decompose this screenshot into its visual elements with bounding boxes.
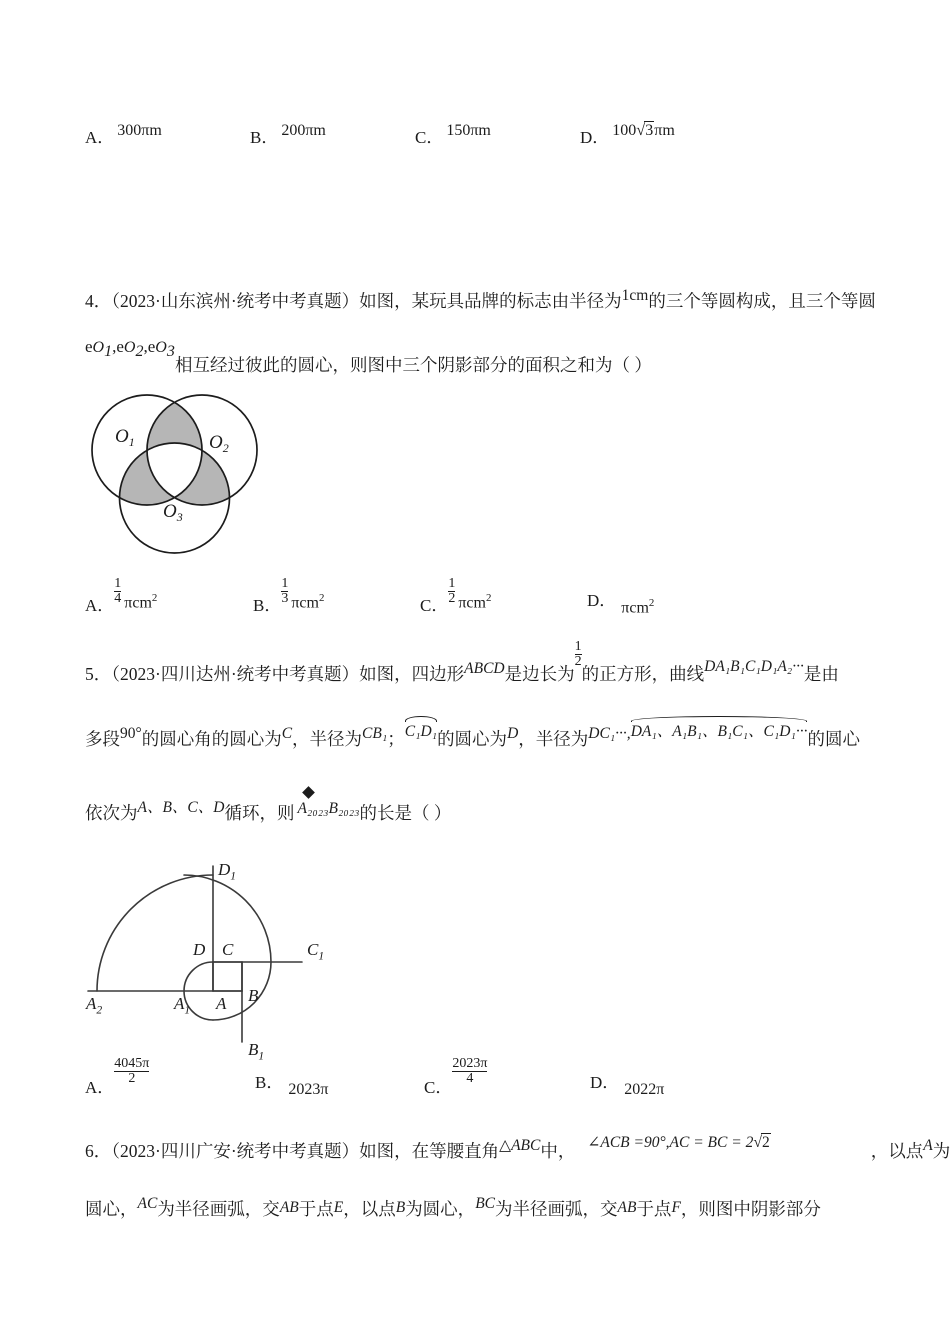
q5-arc-a2023b2023: A₂₀₂₃B₂₀₂₃ [297,800,360,817]
q3-option-c[interactable] [415,123,491,148]
q4-option-c-tail: πcm [458,594,486,611]
missing-glyph-icon [303,786,316,799]
q3-option-d-label: D． [580,128,610,147]
q4-option-c-den: 2 [448,591,456,606]
q4-option-c[interactable] [420,576,492,616]
q5-center-c: C [281,725,293,742]
q5-option-d-label: D． [590,1073,620,1092]
q5-option-c-num: 2023π [452,1056,488,1071]
q6-l1d: 为 [932,1141,950,1161]
q4-option-d[interactable] [587,586,655,616]
q4-figure-label-o1 [115,426,135,450]
q5-label-a: A [216,994,227,1013]
q5-label-c1: $C_1$ [307,940,325,963]
label-o1-sub: 1 [128,435,135,450]
q4-option-d-label: D． [587,591,617,610]
q5-label-c: C [222,940,234,959]
q4-option-a[interactable] [85,576,158,616]
label-o3-sub: 3 [176,510,183,525]
q6-l2b: 为半径画弧，交 [157,1199,280,1219]
q4-option-a-tail: πcm [124,594,152,611]
q5-option-a-fraction [114,1057,149,1086]
q3-option-c-value: 150πm [446,122,491,139]
q5-label-d: D [193,940,206,959]
q5-line1 [85,639,839,687]
q3-option-a[interactable] [85,123,162,148]
q3-option-b-label: B． [250,128,279,147]
q4-option-b[interactable] [253,576,325,616]
q6-bc: BC [475,1195,495,1212]
q6-l1b: 中， [540,1141,576,1161]
q5-option-d-value: 2022π [624,1081,665,1098]
sqrt-icon: √3 [636,120,654,139]
q5-option-c-label: C． [424,1078,453,1097]
q4-option-c-label: C． [420,596,449,615]
sqrt-icon: √2 [753,1134,770,1151]
q6-l2d: ，以点 [343,1199,396,1219]
q5-l3b: 循环，则 [224,803,295,823]
q5-label-b: B [248,986,259,1005]
q6-point-a: A [923,1137,933,1154]
q5-l3a: 依次为 [85,803,138,823]
q5-option-a-den: 2 [114,1071,149,1086]
q5-side-num: 1 [574,639,582,654]
q4-number: 4． [85,291,112,311]
q4-circle-sub-3: 3 [166,343,175,361]
arc-c1-d1 [97,875,213,991]
q4-line1-text1: 如图，某玩具品牌的标志由半径为 [359,291,622,311]
q4-option-b-den: 3 [281,591,289,606]
q4-figure-label-o3 [163,501,183,525]
q6-source: （2023·四川广安·统考中考真题） [111,1141,360,1161]
three-circles-svg [75,388,280,568]
q5-option-c-fraction [452,1057,487,1086]
q4-figure-label-o2 [209,432,229,456]
q6-point-f: F [671,1199,681,1216]
q5-label-d1: $D_1$ [218,860,237,883]
q4-line1-text2: 的三个等圆构成，且三个等圆 [648,291,876,311]
q5-l1a: 如图，四边形 [359,664,465,684]
q6-number: 6． [85,1141,112,1161]
q4-option-d-sup: 2 [648,596,655,609]
q6-ac: AC [137,1195,158,1212]
q6-l2h: ，则图中阴影部分 [680,1199,821,1219]
q6-l2f: 为半径画弧，交 [495,1199,618,1219]
q4-circle-symbol-3: e [147,337,156,356]
q6-l2g: 于点 [636,1199,672,1219]
q6-cond2: AC = BC = 2 [669,1134,754,1151]
q6-l1a: 如图，在等腰直角 [359,1141,500,1161]
q4-circle-sub-1: 1 [104,343,113,361]
q5-source: （2023·四川达州·统考中考真题） [111,664,360,684]
q3-option-d-radicand: 3 [645,122,654,139]
q3-option-a-label: A． [85,128,115,147]
q5-arc-c1d1: C₁D₁ [405,718,437,743]
label-o1-text: O [115,426,129,447]
q4-source: （2023·山东滨州·统考中考真题） [111,291,360,311]
q4-circle-label-3: O [155,339,167,356]
q4-option-a-fraction [114,577,121,606]
q5-label-a2: $A_2$ [86,994,103,1017]
label-o2-text: O [209,432,223,453]
q4-option-b-label: B． [253,596,282,615]
q5-option-b-value: 2023π [288,1081,329,1098]
q4-line2-text: 相互经过彼此的圆心，则图中三个阴影部分的面积之和为（ ） [175,355,652,375]
q4-circle-label-2: O [123,339,136,356]
q5-option-a-num: 4045π [114,1056,150,1071]
q4-option-b-tail: πcm [291,594,319,611]
q6-l1c: ，以点 [870,1141,924,1161]
q5-l1c: 的正方形，曲线 [581,664,705,684]
q5-l2f: ，半径为 [518,729,589,749]
label-o3-text: O [163,501,177,522]
q5-side-den: 2 [574,654,582,669]
q6-l2e2: 为圆心， [405,1199,476,1219]
label-o2-sub: 2 [222,441,229,456]
q6-ab-2: AB [617,1199,637,1216]
q4-circle-symbol-1: e [85,337,93,356]
q5-option-b-label: B． [255,1073,284,1092]
q4-option-c-fraction [448,577,455,606]
q4-option-a-num: 1 [114,576,122,591]
q4-option-b-fraction [281,577,288,606]
q5-l1d: 是由 [803,664,839,684]
q4-circle-symbol-2: e [116,337,124,356]
q6-l2a: 圆心， [85,1199,138,1219]
q5-center-d: D [507,725,519,742]
q5-l2e: 的圆心为 [437,729,508,749]
q5-line3 [85,800,451,826]
q5-number: 5． [85,664,112,684]
q3-option-c-label: C． [415,128,444,147]
q6-triangle: △ABC [499,1137,541,1154]
q5-label-b1: $B_1$ [248,1040,265,1063]
q4-option-a-den: 4 [114,591,122,606]
q5-label-a1: $A_1$ [174,994,191,1017]
q4-option-b-num: 1 [281,576,289,591]
q5-option-a-label: A． [85,1078,115,1097]
q3-option-b-value: 200πm [281,122,326,139]
q4-circle-label-1: O [92,339,105,356]
q4-option-a-sup: 2 [151,591,158,604]
square-abcd [213,962,242,991]
q5-curve: DA₁B₁C₁D₁A₂··· [704,658,804,675]
q4-circle-sub-2: 2 [135,343,144,361]
q4-option-c-num: 1 [448,576,456,591]
q5-line2 [85,723,860,752]
q5-l2a: 多段 [85,729,120,749]
q3-option-a-value: 300πm [117,122,162,139]
q5-side-fraction [575,640,582,669]
q5-l1b: 是边长为 [504,664,575,684]
q5-l2c: ，半径为 [292,729,363,749]
q6-point-b: B [395,1199,406,1216]
q6-cond2-radicand: 2 [762,1134,770,1151]
q4-option-a-label: A． [85,596,115,615]
q5-l3c: 的长是（ ） [359,803,452,823]
q5-option-b[interactable] [255,1068,329,1098]
q5-angle: 90° [120,725,142,742]
q3-option-d[interactable] [580,120,675,148]
q5-l2b: 的圆心角的圆心为 [141,729,282,749]
q5-figure-spiral [70,852,360,1062]
q3-option-b[interactable] [250,123,326,148]
q3-option-d-suffix: πm [654,122,675,139]
q4-figure-three-circles [75,388,280,568]
q3-option-d-coef: 100 [612,122,637,139]
q4-line2 [175,352,652,378]
q5-l2d: ； [387,729,405,749]
q4-circle-notation: $eO_1,eO_2,eO_3$ [85,337,175,361]
q5-quad: ABCD [464,660,505,677]
q3-option-d-value [612,120,674,140]
q6-l2c: 于点 [298,1199,334,1219]
q5-points: A、B、C、D [137,799,225,816]
q4-line1 [85,288,876,314]
q5-arc-list: DA₁、A₁B₁、B₁C₁、C₁D₁··· [631,718,808,743]
q5-option-d[interactable] [590,1068,665,1098]
q5-option-c-den: 4 [452,1071,487,1086]
q5-radius-dc1: DC₁···, [588,725,631,742]
q6-line2 [85,1196,821,1222]
q6-point-e: E [333,1199,344,1216]
q5-radius-cb1: CB₁ [362,725,388,742]
q4-option-b-sup: 2 [318,591,325,604]
q6-line1 [85,1134,950,1165]
q4-radius: 1cm [621,287,649,304]
q4-option-d-tail: πcm [621,599,649,616]
q5-l2g: 的圆心 [807,729,860,749]
q6-ab-1: AB [279,1199,299,1216]
q6-cond1: ∠ACB =90°, [587,1134,670,1151]
q4-option-c-sup: 2 [485,591,492,604]
